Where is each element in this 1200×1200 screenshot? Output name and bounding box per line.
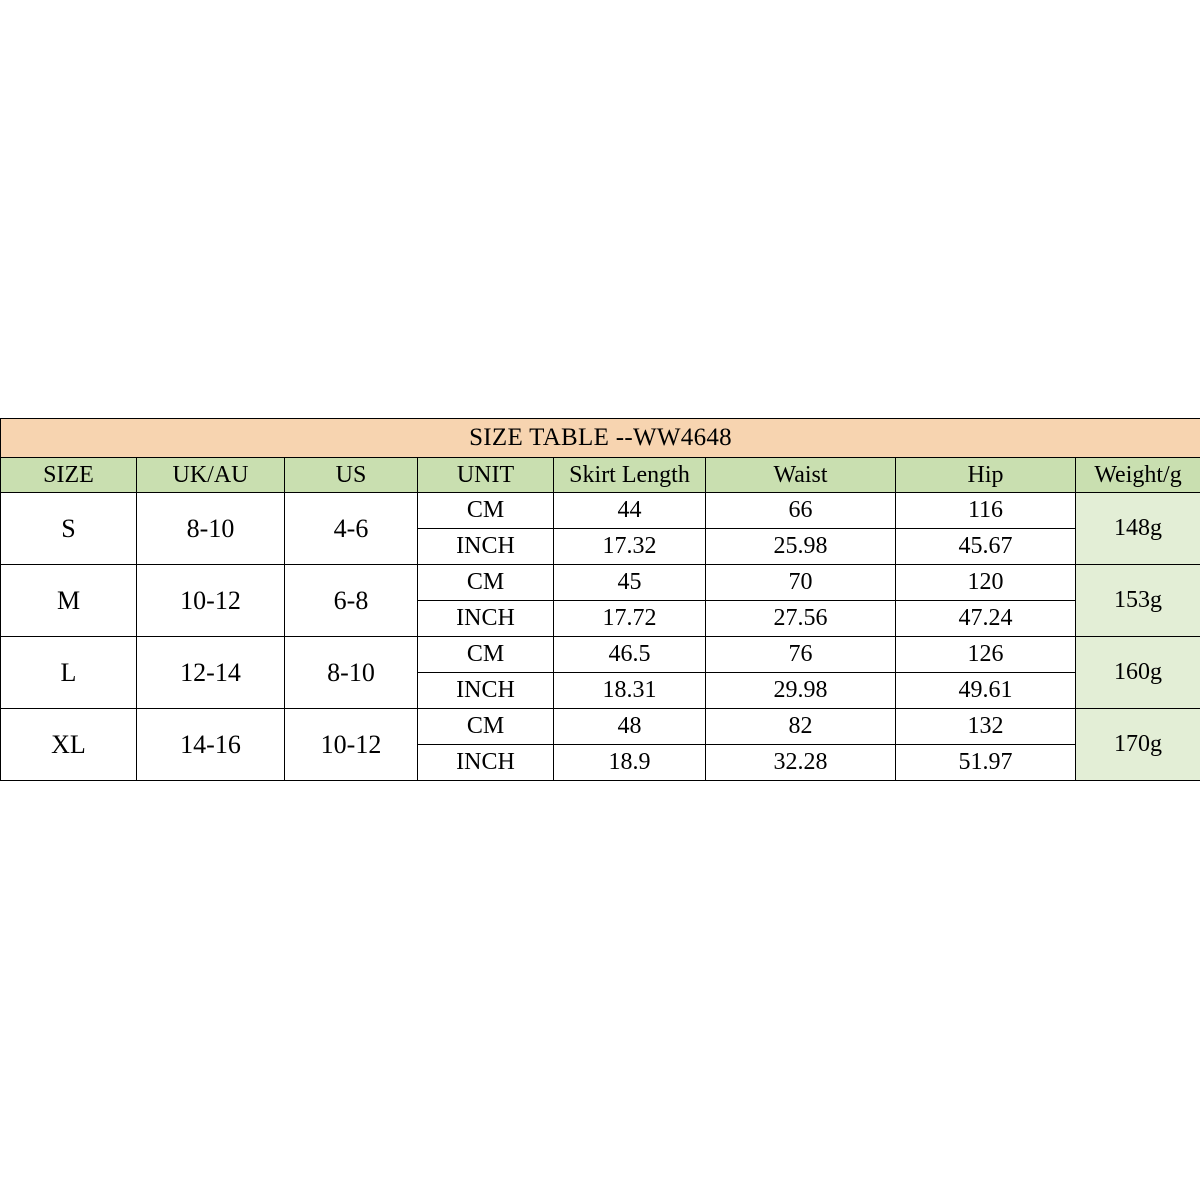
column-header-us: US bbox=[285, 458, 418, 493]
cell-waist: 29.98 bbox=[706, 673, 896, 709]
cell-weight: 148g bbox=[1076, 493, 1200, 565]
cell-us: 6-8 bbox=[285, 565, 418, 637]
cell-hip: 116 bbox=[896, 493, 1076, 529]
column-header-skirt-length: Skirt Length bbox=[554, 458, 706, 493]
cell-weight: 170g bbox=[1076, 709, 1200, 781]
cell-skirt-length: 44 bbox=[554, 493, 706, 529]
cell-hip: 120 bbox=[896, 565, 1076, 601]
cell-unit: INCH bbox=[418, 673, 554, 709]
cell-hip: 47.24 bbox=[896, 601, 1076, 637]
size-table-container bbox=[0, 418, 1200, 781]
cell-unit: INCH bbox=[418, 601, 554, 637]
cell-unit: INCH bbox=[418, 529, 554, 565]
cell-us: 4-6 bbox=[285, 493, 418, 565]
size-table bbox=[0, 418, 1200, 781]
cell-size: XL bbox=[1, 709, 137, 781]
cell-ukau: 14-16 bbox=[137, 709, 285, 781]
table-row bbox=[1, 709, 1200, 745]
cell-ukau: 8-10 bbox=[137, 493, 285, 565]
cell-waist: 82 bbox=[706, 709, 896, 745]
column-header-weight: Weight/g bbox=[1076, 458, 1200, 493]
cell-unit: CM bbox=[418, 493, 554, 529]
cell-ukau: 12-14 bbox=[137, 637, 285, 709]
cell-waist: 32.28 bbox=[706, 745, 896, 781]
cell-us: 8-10 bbox=[285, 637, 418, 709]
table-title: SIZE TABLE --WW4648 bbox=[1, 419, 1200, 458]
cell-size: M bbox=[1, 565, 137, 637]
cell-unit: CM bbox=[418, 637, 554, 673]
cell-skirt-length: 48 bbox=[554, 709, 706, 745]
cell-hip: 45.67 bbox=[896, 529, 1076, 565]
column-header-ukau: UK/AU bbox=[137, 458, 285, 493]
cell-size: S bbox=[1, 493, 137, 565]
cell-unit: CM bbox=[418, 565, 554, 601]
cell-hip: 49.61 bbox=[896, 673, 1076, 709]
cell-waist: 76 bbox=[706, 637, 896, 673]
column-header-hip: Hip bbox=[896, 458, 1076, 493]
cell-us: 10-12 bbox=[285, 709, 418, 781]
cell-skirt-length: 18.31 bbox=[554, 673, 706, 709]
table-row bbox=[1, 493, 1200, 529]
cell-waist: 27.56 bbox=[706, 601, 896, 637]
cell-ukau: 10-12 bbox=[137, 565, 285, 637]
table-row bbox=[1, 565, 1200, 601]
cell-waist: 70 bbox=[706, 565, 896, 601]
cell-waist: 66 bbox=[706, 493, 896, 529]
cell-weight: 160g bbox=[1076, 637, 1200, 709]
table-header-row bbox=[1, 458, 1200, 493]
cell-hip: 51.97 bbox=[896, 745, 1076, 781]
column-header-size: SIZE bbox=[1, 458, 137, 493]
cell-skirt-length: 17.72 bbox=[554, 601, 706, 637]
cell-hip: 132 bbox=[896, 709, 1076, 745]
column-header-waist: Waist bbox=[706, 458, 896, 493]
cell-unit: CM bbox=[418, 709, 554, 745]
column-header-unit: UNIT bbox=[418, 458, 554, 493]
cell-size: L bbox=[1, 637, 137, 709]
cell-skirt-length: 18.9 bbox=[554, 745, 706, 781]
cell-waist: 25.98 bbox=[706, 529, 896, 565]
cell-skirt-length: 45 bbox=[554, 565, 706, 601]
table-row bbox=[1, 637, 1200, 673]
table-title-row bbox=[1, 419, 1200, 458]
cell-skirt-length: 17.32 bbox=[554, 529, 706, 565]
cell-weight: 153g bbox=[1076, 565, 1200, 637]
cell-unit: INCH bbox=[418, 745, 554, 781]
cell-hip: 126 bbox=[896, 637, 1076, 673]
cell-skirt-length: 46.5 bbox=[554, 637, 706, 673]
